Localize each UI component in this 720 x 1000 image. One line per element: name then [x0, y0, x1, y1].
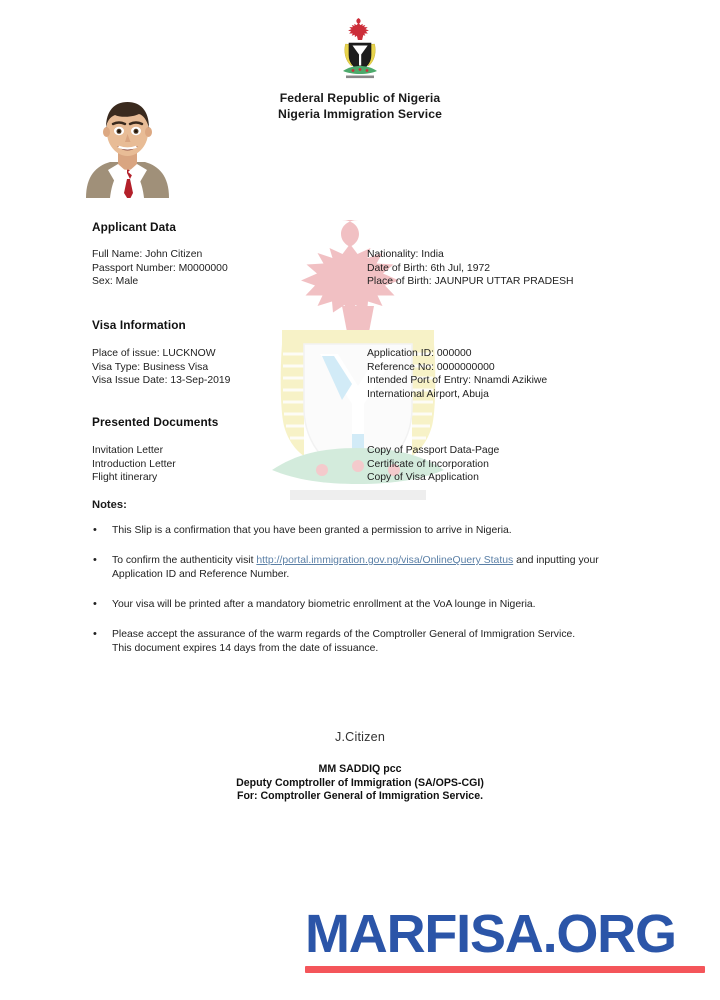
applicant-date-of-birth: Date of Birth: 6th Jul, 1972 [367, 262, 491, 274]
note-item [92, 598, 610, 612]
signature-authority-block [0, 763, 720, 804]
applicant-data-heading: Applicant Data [92, 220, 176, 234]
marfisa-watermark [305, 905, 709, 973]
visa-application-id: Application ID: 000000 [367, 348, 472, 359]
applicant-nationality: Nationality: India [367, 249, 444, 260]
notes-heading: Notes: [92, 499, 127, 511]
visa-intended-port-of-entry: Intended Port of Entry: Nnamdi Azikiwe International Airport, Abuja [367, 375, 551, 400]
document-item: Introduction Letter [92, 458, 176, 470]
document-title-line-1: Federal Republic of Nigeria [279, 91, 441, 105]
note-expiry-text: This document expires 14 days from the date of issuance. [112, 643, 379, 654]
document-item: Copy of Passport Data-Page [367, 445, 500, 456]
applicant-place-of-birth: Place of Birth: JAUNPUR UTTAR PRADESH [367, 276, 574, 288]
visa-reference-no: Reference No: 0000000000 [367, 361, 495, 373]
applicant-data-right-column [367, 248, 597, 289]
document-item: Certificate of Incorporation [367, 458, 489, 470]
visa-issue-date: Visa Issue Date: 13-Sep-2019 [92, 375, 231, 387]
marfisa-underline-rule [305, 966, 705, 973]
document-title-line-2: Nigeria Immigration Service [278, 107, 442, 121]
document-item: Copy of Visa Application [367, 472, 479, 484]
note-item [92, 554, 610, 582]
presented-documents-left-column [92, 444, 357, 485]
note-text: This Slip is a confirmation that you have been granted a permission to arrive in Nigeria. [112, 525, 512, 536]
visa-information-left-column [92, 347, 357, 388]
document-item: Flight itinerary [92, 472, 158, 484]
presented-documents-right-column [367, 444, 597, 485]
signature-name: J.Citizen [334, 730, 386, 744]
visa-information-right-column [367, 347, 597, 401]
visa-type: Visa Type: Business Visa [92, 361, 209, 373]
applicant-full-name: Full Name: John Citizen [92, 249, 203, 260]
applicant-passport-number: Passport Number: M0000000 [92, 262, 228, 274]
signatory-authority: For: Comptroller General of Immigration Service. [236, 790, 484, 803]
note-text: Please accept the assurance of the warm regards of the Comptroller General of Immigration Service. [112, 629, 576, 640]
note-text: Your visa will be printed after a mandatory biometric enrollment at the VoA lounge in Nigeria. [112, 599, 536, 610]
signatory-title: Deputy Comptroller of Immigration (SA/OPS-CGI) [236, 776, 484, 789]
note-item [92, 628, 610, 656]
notes-list [92, 524, 610, 672]
visa-place-of-issue: Place of issue: LUCKNOW [92, 348, 216, 359]
applicant-data-left-column [92, 248, 357, 289]
note-text: To confirm the authenticity visit [112, 555, 257, 566]
online-query-status-link[interactable]: http://portal.immigration.gov.ng/visa/OnlineQuery Status [256, 555, 514, 566]
signatory-officer-name: MM SADDIQ pcc [318, 763, 402, 775]
document-item: Invitation Letter [92, 445, 164, 456]
presented-documents-heading: Presented Documents [92, 415, 219, 429]
visa-information-heading: Visa Information [92, 318, 186, 332]
note-text: and inputting your Application ID and Reference Number. [112, 555, 599, 580]
marfisa-wordmark: MARFISA.ORG [305, 904, 676, 964]
note-item [92, 524, 610, 538]
applicant-sex: Sex: Male [92, 276, 139, 288]
